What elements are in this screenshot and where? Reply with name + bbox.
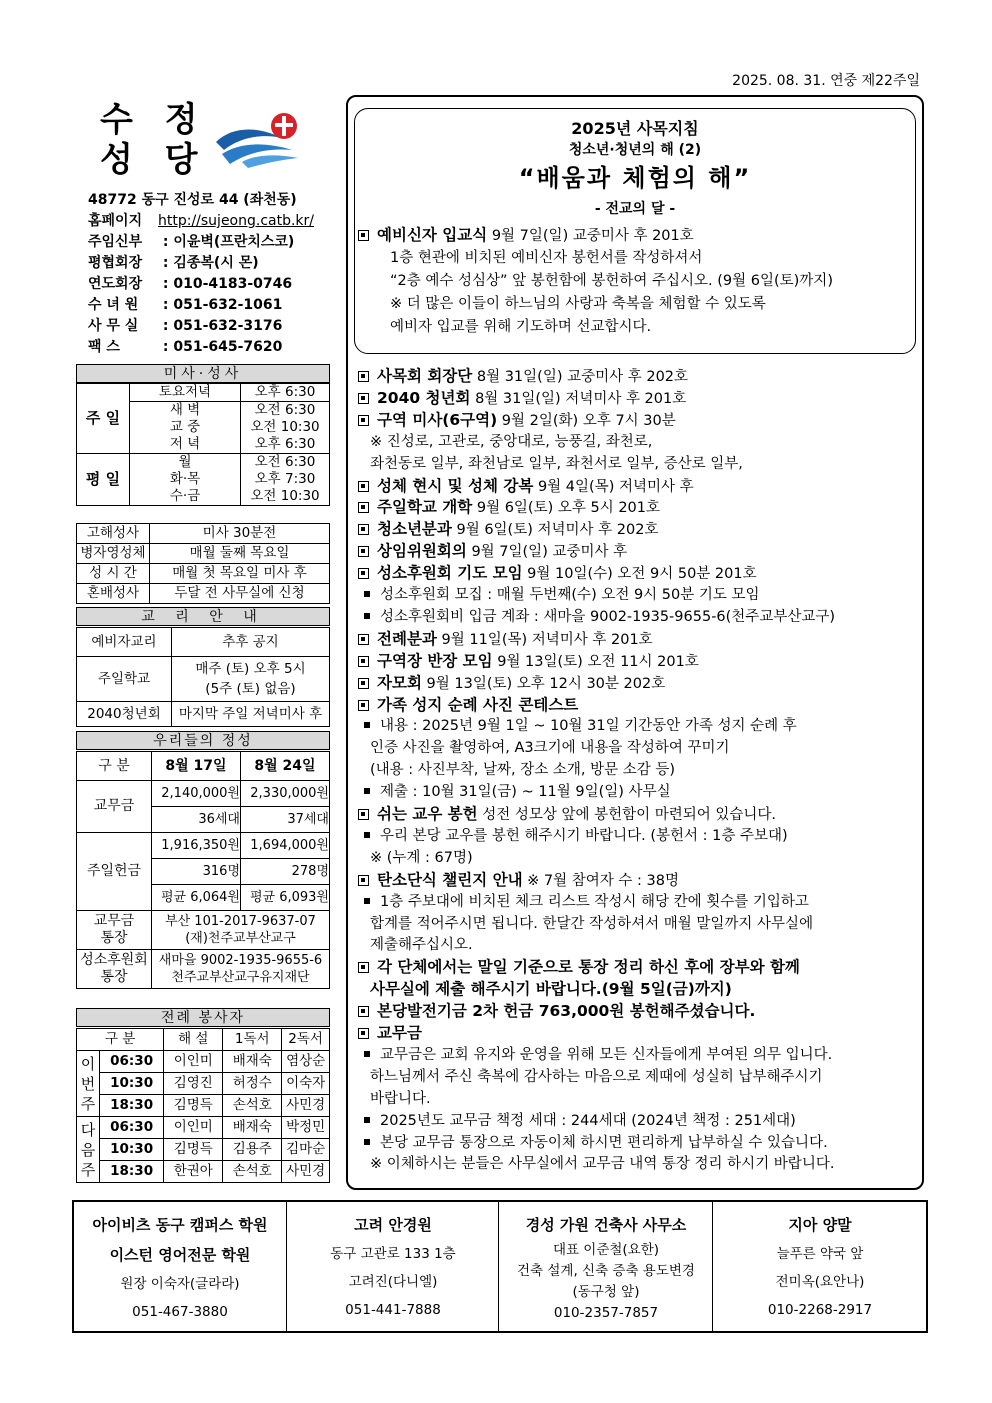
notice-detail: (내용 : 사진부착, 날짜, 장소 소개, 방문 소감 등) xyxy=(370,762,676,779)
notice-line xyxy=(358,782,671,802)
square-bullet-icon xyxy=(358,875,369,886)
pastoral-line xyxy=(378,271,833,291)
notice-detail: 9월 4일(목) 저녁미사 후 xyxy=(533,478,694,495)
sacrament-name: 병자영성체 xyxy=(77,544,150,564)
mass-time: 06:30 xyxy=(100,1051,164,1073)
divider xyxy=(498,1200,499,1333)
week-label: 주 xyxy=(80,1094,96,1113)
amount: 평균 6,093원 xyxy=(241,885,330,911)
notice-title: 쉬는 교우 봉헌 xyxy=(377,805,478,823)
notice-line xyxy=(358,1023,422,1044)
parish-name-line1: 수 정 xyxy=(100,100,208,140)
mass-time: 10:30 xyxy=(100,1073,164,1095)
ad-line: 대표 이준철(요한) xyxy=(552,1242,660,1258)
notice-line xyxy=(358,760,675,780)
notice-line xyxy=(358,695,578,716)
account-holder: (재)천주교부산교구 xyxy=(185,931,296,946)
notice-detail: 8월 31일(일) 교중미사 후 202호 xyxy=(472,369,689,385)
mass-time: 10:30 xyxy=(100,1139,164,1161)
pastoral-year: 2025년 사목지침 xyxy=(571,119,699,138)
notice-detail: 사무실에 제출 해주시기 바랍니다.(9월 5일(금)까지) xyxy=(370,980,732,999)
sacrament-value: 매월 둘째 목요일 xyxy=(150,544,330,564)
info-label: 평협회장 xyxy=(88,255,143,271)
sacrament-name: 고해성사 xyxy=(77,524,150,544)
ad-line: 051-467-3880 xyxy=(132,1304,228,1320)
notice-detail: 9월 10일(수) 오전 9시 50분 201호 xyxy=(522,566,757,583)
ad-card xyxy=(714,1202,926,1339)
notice-title: 성체 현시 및 성체 강복 xyxy=(377,476,534,495)
info-value: : 이윤벽(프란치스코) xyxy=(158,234,295,250)
notice-line xyxy=(358,410,676,431)
mass-table xyxy=(76,383,330,506)
edu-value: 추후 공지 xyxy=(172,628,330,657)
mass-time: 오전 10:30 xyxy=(241,419,330,436)
notice-line xyxy=(358,366,688,387)
notice-detail: 바랍니다. xyxy=(370,1090,431,1107)
info-value: : 김종복(시 몬) xyxy=(158,255,259,271)
square-bullet-icon xyxy=(358,481,369,492)
amount: 36세대 xyxy=(152,807,241,833)
notice-detail: 합계를 적어주시면 됩니다. 한달간 작성하셔서 매월 말일까지 사무실에 xyxy=(370,915,814,932)
notice-line xyxy=(358,914,813,934)
pastoral-line xyxy=(378,294,766,314)
mass-time: 오전 6:30 xyxy=(241,402,330,420)
volunteer: 손석호 xyxy=(223,1095,282,1117)
ad-line: 고려 안경원 xyxy=(354,1216,432,1234)
sacrament-value: 미사 30분전 xyxy=(150,524,330,544)
info-label: 사 무 실 xyxy=(88,318,139,334)
mass-header: 미사·성사 xyxy=(76,364,330,383)
notice-detail: 9월 13일(토) 오전 11시 201호 xyxy=(492,653,699,670)
ad-line: 고려진(다니엘) xyxy=(348,1274,438,1290)
amount: 37세대 xyxy=(241,807,330,833)
mass-time: 오후 6:30 xyxy=(241,384,330,402)
col-header: 2독서 xyxy=(282,1029,330,1051)
ad-line: 아이비츠 동구 캠퍼스 학원 xyxy=(92,1216,268,1234)
pastoral-detail: 9월 7일(일) 교중미사 후 201호 xyxy=(487,228,694,244)
info-label: 팩 스 xyxy=(88,339,120,355)
square-bullet-icon xyxy=(358,634,369,645)
amount: 316명 xyxy=(152,859,241,885)
square-bullet-icon xyxy=(358,809,369,820)
info-label: 주임신부 xyxy=(88,234,143,250)
volunteer: 사민경 xyxy=(282,1161,330,1183)
address: 48772 동구 진성로 44 (좌천동) xyxy=(88,192,297,208)
notice-line xyxy=(358,1154,834,1174)
edu-table xyxy=(76,627,330,727)
notice-detail: ※ 진성로, 고관로, 중앙대로, 능풍길, 좌천로, xyxy=(370,433,653,450)
mission-month: - 전교의 달 - xyxy=(594,201,676,217)
amount: 278명 xyxy=(241,859,330,885)
mass-name: 월 xyxy=(130,454,241,472)
edu-value: 매주 (토) 오후 5시 xyxy=(195,661,306,677)
notice-title: 2040 청년회 xyxy=(377,388,471,407)
info-value: : 051-632-1061 xyxy=(158,297,283,313)
square-bullet-icon xyxy=(358,656,369,667)
notice-title: 전례분과 xyxy=(377,629,437,648)
notice-line xyxy=(358,935,473,955)
notice-line xyxy=(358,454,743,474)
volunteer: 김마순 xyxy=(282,1139,330,1161)
offering-table xyxy=(76,751,330,989)
amount: 평균 6,064원 xyxy=(152,885,241,911)
account-number: 부산 101-2017-9637-07 xyxy=(165,914,316,929)
sacrament-name: 혼배성사 xyxy=(77,584,150,604)
notice-line xyxy=(358,432,652,452)
ad-line: 원장 이숙자(글라라) xyxy=(120,1276,240,1292)
notice-line xyxy=(358,388,686,409)
pastoral-detail: “2층 예수 성심상” 앞 봉헌함에 봉헌하여 주십시오. (9월 6일(토)까지) xyxy=(390,273,833,289)
parish-logo-icon xyxy=(212,108,314,168)
row-label: 교무금 xyxy=(93,913,135,929)
notice-line xyxy=(358,651,699,672)
pastoral-line xyxy=(378,317,651,337)
notice-line xyxy=(358,585,760,605)
bullet-icon xyxy=(364,788,370,794)
bulletin-date: 2025. 08. 31. 연중 제22주일 xyxy=(732,73,920,89)
mass-name: 저 녁 xyxy=(130,436,241,454)
square-bullet-icon xyxy=(358,230,369,241)
amount: 2,140,000원 xyxy=(152,781,241,807)
volunteer: 김영진 xyxy=(164,1073,223,1095)
divider xyxy=(712,1200,713,1333)
info-label: 수 녀 원 xyxy=(88,297,139,313)
notice-line xyxy=(358,541,627,562)
week-label: 주 xyxy=(80,1160,96,1179)
notice-line xyxy=(358,563,757,584)
col-header: 8월 17일 xyxy=(152,752,241,781)
week-label: 음 xyxy=(80,1140,96,1159)
week-label: 번 xyxy=(80,1074,96,1093)
notice-detail: 내용 : 2025년 9월 1일 ~ 10월 31일 기간동안 가족 성지 순례 후 xyxy=(380,718,797,735)
mass-time: 오후 6:30 xyxy=(241,436,330,454)
volunteer: 박정민 xyxy=(282,1117,330,1139)
sacrament-value: 두달 전 사무실에 신청 xyxy=(150,584,330,604)
square-bullet-icon xyxy=(358,1006,369,1017)
notice-title: 탄소단식 챌린지 안내 xyxy=(377,870,523,889)
notice-line xyxy=(358,1089,431,1109)
volunteer: 배재숙 xyxy=(223,1051,282,1073)
notice-detail: 하느님께서 주신 축복에 감사하는 마음으로 제때에 성실히 납부해주시기 xyxy=(370,1068,823,1085)
square-bullet-icon xyxy=(358,502,369,513)
bullet-icon xyxy=(364,832,370,838)
ad-card xyxy=(500,1202,712,1339)
notice-detail: 좌천동로 일부, 좌천남로 일부, 좌천서로 일부, 증산로 일부, xyxy=(370,455,743,472)
notice-detail: 성소후원회비 입금 계좌 : 새마을 9002-1935-9655-6(천주교부산교구) xyxy=(380,608,836,625)
ad-line: 이스턴 영어전문 학원 xyxy=(109,1246,251,1264)
notice-detail: 9월 2일(화) 오후 7시 30분 xyxy=(497,412,676,429)
square-bullet-icon xyxy=(358,546,369,557)
pastoral-detail: 1층 현관에 비치된 예비신자 봉헌서를 작성하셔서 xyxy=(390,250,703,266)
square-bullet-icon xyxy=(358,962,369,973)
mass-time: 오전 6:30 xyxy=(241,454,330,472)
info-value: : 010-4183-0746 xyxy=(158,276,293,292)
notice-title: 자모회 xyxy=(377,673,422,692)
row-label: 교무금 xyxy=(77,781,152,833)
ad-line: 지아 양말 xyxy=(788,1216,852,1234)
mass-time: 06:30 xyxy=(100,1117,164,1139)
pastoral-slogan: “배움과 체험의 해” xyxy=(518,164,752,192)
bullet-icon xyxy=(364,1051,370,1057)
col-header: 구 분 xyxy=(77,752,152,781)
amount: 2,330,000원 xyxy=(241,781,330,807)
volunteer: 염상순 xyxy=(282,1051,330,1073)
info-value: : 051-645-7620 xyxy=(158,339,283,355)
notice-detail: 제출해주십시오. xyxy=(370,937,473,954)
mass-time: 18:30 xyxy=(100,1161,164,1183)
pastoral-title: 예비신자 입교식 xyxy=(377,226,488,244)
notice-line xyxy=(358,1133,828,1153)
square-bullet-icon xyxy=(358,678,369,689)
bullet-icon xyxy=(364,613,370,619)
mass-name: 화·목 xyxy=(130,471,241,488)
notice-detail: 본당 교무금 통장으로 자동이체 하시면 편리하게 납부하실 수 있습니다. xyxy=(380,1134,828,1151)
notice-detail: 우리 본당 교우를 봉헌 해주시기 바랍니다. (봉헌서 : 1층 주보대) xyxy=(380,827,788,844)
notice-detail: 9월 6일(토) 오후 5시 201호 xyxy=(472,500,661,517)
edu-header: 교 리 안 내 xyxy=(76,607,330,626)
notice-line xyxy=(358,476,694,497)
parish-info xyxy=(88,190,338,358)
notice-title: 구역 미사(6구역) xyxy=(377,410,498,429)
divider xyxy=(286,1200,287,1333)
square-bullet-icon xyxy=(358,1028,369,1039)
mass-time: 오전 10:30 xyxy=(241,488,330,506)
notice-line xyxy=(358,957,800,978)
notice-title: 주일학교 개학 xyxy=(377,498,473,517)
sacrament-table xyxy=(76,523,330,604)
square-bullet-icon xyxy=(358,524,369,535)
mass-name: 토요저녁 xyxy=(130,384,241,402)
notice-line xyxy=(358,738,730,758)
edu-name: 주일학교 xyxy=(77,657,172,702)
notice-title: 구역장 반장 모임 xyxy=(377,651,493,670)
notice-line xyxy=(358,1045,832,1065)
account-number: 새마을 9002-1935-9655-6 xyxy=(158,953,323,968)
info-label: 연도회장 xyxy=(88,276,143,292)
mass-time: 오후 7:30 xyxy=(241,471,330,488)
notice-title: 가족 성지 순례 사진 콘테스트 xyxy=(377,695,579,714)
notice-detail: 9월 6일(토) 저녁미사 후 202호 xyxy=(451,522,659,539)
pastoral-theme: 청소년·청년의 해 (2) xyxy=(568,142,702,158)
notice-line xyxy=(358,607,835,627)
pastoral-line xyxy=(358,225,694,246)
info-value: : 051-632-3176 xyxy=(158,318,283,334)
notice-detail: 인증 사진을 촬영하여, A3크기에 내용을 작성하여 꾸미기 xyxy=(370,740,730,757)
ad-line: 동구 고관로 133 1층 xyxy=(330,1246,456,1262)
notice-title: 각 단체에서는 말일 기준으로 통장 정리 하신 후에 장부와 함께 xyxy=(377,958,800,977)
edu-name: 예비자교리 xyxy=(77,628,172,657)
notice-line xyxy=(358,979,732,1000)
notice-line xyxy=(358,804,776,825)
row-label: 통장 xyxy=(100,930,128,946)
volunteer: 배재숙 xyxy=(223,1117,282,1139)
row-label: 성소후원회 xyxy=(80,952,148,968)
sunday-label: 주 일 xyxy=(77,384,130,454)
square-bullet-icon xyxy=(358,371,369,382)
ad-line: 늘푸른 약국 앞 xyxy=(776,1246,864,1262)
ad-line: 경성 가원 건축사 사무소 xyxy=(525,1216,687,1234)
ad-line: 전미옥(요안나) xyxy=(775,1274,865,1290)
notice-detail: ※ 7월 참여자 수 : 38명 xyxy=(522,872,679,889)
mass-name: 새 벽 xyxy=(130,402,241,420)
sacrament-name: 성 시 간 xyxy=(77,564,150,584)
notice-title: 청소년분과 xyxy=(377,520,452,539)
notice-line xyxy=(358,1067,822,1087)
square-bullet-icon xyxy=(358,568,369,579)
pastoral-detail: ※ 더 많은 이들이 하느님의 사랑과 축복을 체험할 수 있도록 xyxy=(390,296,766,312)
service-table xyxy=(76,1028,330,1183)
sacrament-value: 매월 첫 목요일 미사 후 xyxy=(150,564,330,584)
notice-title: 성소후원회 기도 모임 xyxy=(377,564,523,583)
col-header: 8월 24일 xyxy=(241,752,330,781)
edu-value: (5주 (토) 없음) xyxy=(205,681,296,697)
notice-detail: 9월 11일(목) 저녁미사 후 201호 xyxy=(436,631,653,648)
bullet-icon xyxy=(364,898,370,904)
notice-detail: 성소후원회 모집 : 매월 두번째(수) 오전 9시 50분 기도 모임 xyxy=(380,587,760,603)
week-label: 이 xyxy=(80,1054,96,1073)
square-bullet-icon xyxy=(358,700,369,711)
amount: 1,916,350원 xyxy=(152,833,241,859)
notice-detail: 교무금은 교회 유지와 운영을 위해 모든 신자들에게 부여된 의무 입니다. xyxy=(380,1046,833,1063)
notice-detail: ※ 이체하시는 분들은 사무실에서 교무금 내역 통장 정리 하시기 바랍니다. xyxy=(370,1156,835,1173)
volunteer: 김용주 xyxy=(223,1139,282,1161)
notice-line xyxy=(358,892,809,912)
notice-detail: 제출 : 10월 31일(금) ~ 11월 9일(일) 사무실 xyxy=(380,784,671,801)
notice-title: 사목회 회장단 xyxy=(377,367,473,385)
row-label: 통장 xyxy=(100,969,128,985)
notice-line xyxy=(358,673,665,694)
ad-line: 건축 설계, 신축 증축 용도변경 xyxy=(517,1263,695,1279)
notice-title: 상임위원회의 xyxy=(377,542,467,561)
notice-title: 본당발전기금 2차 헌금 763,000원 봉헌해주셨습니다. xyxy=(377,1002,756,1021)
col-header: 해 설 xyxy=(164,1029,223,1051)
square-bullet-icon xyxy=(358,415,369,426)
notice-detail: 9월 13일(토) 오후 12시 30분 202호 xyxy=(421,675,666,692)
ad-line: 051-441-7888 xyxy=(345,1302,441,1318)
parish-name-line2: 성 당 xyxy=(100,140,208,180)
pastoral-line xyxy=(378,248,702,268)
ad-card xyxy=(288,1202,498,1339)
ad-line: 010-2268-2917 xyxy=(767,1302,873,1318)
notice-line xyxy=(358,716,797,736)
offering-header: 우리들의 정성 xyxy=(76,731,330,750)
notice-line xyxy=(358,519,658,540)
mass-time: 18:30 xyxy=(100,1095,164,1117)
row-label: 주일헌금 xyxy=(77,833,152,911)
notice-title: 교무금 xyxy=(377,1024,422,1042)
ad-card xyxy=(74,1202,286,1339)
notice-line xyxy=(358,870,679,891)
notice-detail: ※ (누계 : 67명) xyxy=(370,849,473,866)
volunteer: 이숙자 xyxy=(282,1073,330,1095)
pastoral-detail: 예비자 입교를 위해 기도하며 선교합시다. xyxy=(390,319,652,335)
notice-line xyxy=(358,1001,755,1022)
mass-name: 수·금 xyxy=(130,488,241,506)
volunteer: 김명득 xyxy=(164,1095,223,1117)
bullet-icon xyxy=(364,722,370,728)
col-header: 1독서 xyxy=(223,1029,282,1051)
account-holder: 천주교부산교구유지재단 xyxy=(171,970,310,985)
homepage-link[interactable]: http://sujeong.catb.kr/ xyxy=(158,213,315,229)
info-label: 홈페이지 xyxy=(88,213,143,229)
amount: 1,694,000원 xyxy=(241,833,330,859)
volunteer: 손석호 xyxy=(223,1161,282,1183)
volunteer: 사민경 xyxy=(282,1095,330,1117)
notice-line xyxy=(358,497,660,518)
notice-detail: 8월 31일(일) 저녁미사 후 201호 xyxy=(470,390,687,407)
edu-value: 마지막 주일 저녁미사 후 xyxy=(172,702,330,727)
notice-line xyxy=(358,629,653,650)
square-bullet-icon xyxy=(358,393,369,404)
bullet-icon xyxy=(364,1117,370,1123)
notice-detail: 1층 주보대에 비치된 체크 리스트 작성시 해당 칸에 횟수를 기입하고 xyxy=(380,893,809,910)
bullet-icon xyxy=(364,591,370,597)
ad-line: 010-2357-7857 xyxy=(553,1305,659,1321)
weekday-label: 평 일 xyxy=(77,454,130,506)
notice-detail: 2025년도 교무금 책정 세대 : 244세대 (2024년 책정 : 251세대) xyxy=(380,1112,796,1129)
service-header: 전례 봉사자 xyxy=(76,1008,330,1027)
col-header: 구 분 xyxy=(77,1029,164,1051)
notice-line xyxy=(358,848,473,868)
week-label: 다 xyxy=(80,1120,96,1139)
volunteer: 한권아 xyxy=(164,1161,223,1183)
edu-name: 2040청년회 xyxy=(77,702,172,727)
bullet-icon xyxy=(364,1139,370,1145)
volunteer: 이인미 xyxy=(164,1051,223,1073)
notice-line xyxy=(358,1111,796,1131)
notice-detail: 9월 7일(일) 교중미사 후 xyxy=(466,544,628,561)
volunteer: 김명득 xyxy=(164,1139,223,1161)
ad-line: (동구청 앞) xyxy=(572,1284,640,1300)
notice-line xyxy=(358,826,788,846)
volunteer: 허정수 xyxy=(223,1073,282,1095)
notice-detail: 성전 성모상 앞에 봉헌함이 마련되어 있습니다. xyxy=(477,807,777,823)
volunteer: 이인미 xyxy=(164,1117,223,1139)
mass-name: 교 중 xyxy=(130,419,241,436)
